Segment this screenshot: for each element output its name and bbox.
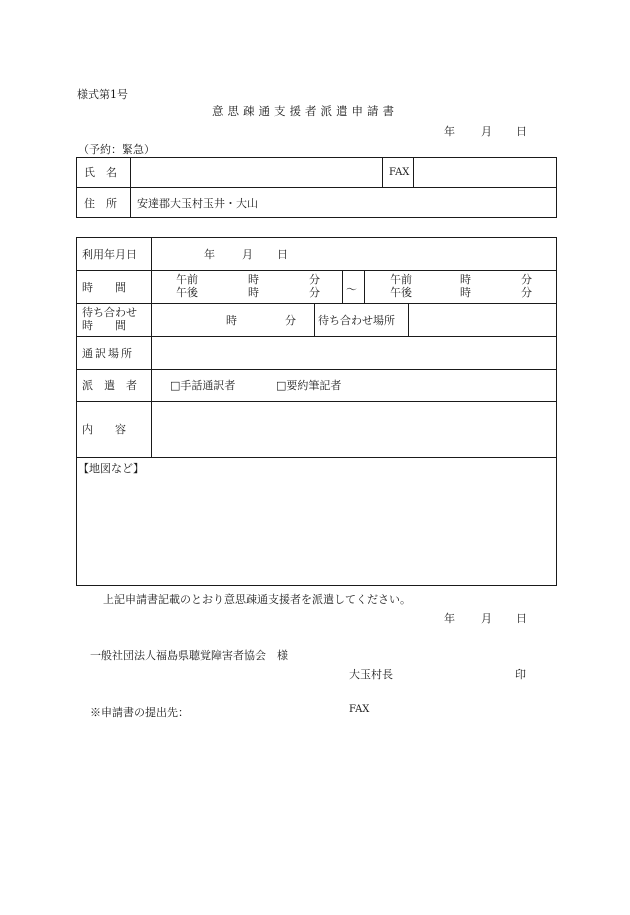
reservation-type-note: （予約：緊急） bbox=[78, 143, 155, 156]
option-summary-writer[interactable]: □要約筆記者 bbox=[276, 379, 342, 392]
dispatch-label: 派 遣 者 bbox=[82, 379, 137, 392]
content-field[interactable] bbox=[155, 403, 553, 455]
header-month: 月 bbox=[481, 125, 492, 138]
fax-field[interactable] bbox=[416, 159, 554, 185]
request-text: 上記申請書記載のとおり意思疎通支援者を派遣してください。 bbox=[103, 593, 411, 606]
date-year: 年 bbox=[204, 247, 215, 261]
date-day: 日 bbox=[277, 247, 288, 261]
meeting-place-label: 待ち合わせ場所 bbox=[318, 313, 395, 327]
form-title: 意思疎通支援者派遣申請書 bbox=[212, 104, 398, 118]
mayor: 大玉村長 bbox=[349, 668, 393, 681]
venue-field[interactable] bbox=[155, 338, 553, 367]
content-label: 内 容 bbox=[82, 423, 126, 436]
start-am-pm: 午前 午後 bbox=[176, 273, 198, 299]
header-year: 年 bbox=[444, 125, 455, 138]
form-number: 様式第1号 bbox=[77, 88, 128, 101]
time-label: 時 間 bbox=[82, 280, 126, 294]
footer-year: 年 bbox=[444, 612, 455, 625]
end-hour: 時 時 bbox=[460, 273, 471, 299]
address-value: 安達郡大玉村玉井・大山 bbox=[137, 196, 258, 210]
address-label: 住 所 bbox=[84, 196, 117, 210]
date-label: 利用年月日 bbox=[82, 247, 137, 261]
map-label: 【地図など】 bbox=[78, 462, 144, 475]
meeting-time-label: 待ち合わせ 時 間 bbox=[82, 306, 137, 332]
meeting-hour: 時 bbox=[226, 313, 237, 327]
end-minute: 分 分 bbox=[521, 273, 532, 299]
venue-label: 通訳場所 bbox=[82, 346, 134, 360]
meeting-place-field[interactable] bbox=[412, 305, 554, 334]
submission-label: ※申請書の提出先： bbox=[90, 706, 189, 719]
end-am-pm: 午前 午後 bbox=[390, 273, 412, 299]
footer-month: 月 bbox=[481, 612, 492, 625]
recipient: 一般社団法人福島県聴覚障害者協会 様 bbox=[90, 649, 288, 662]
fax-label: FAX bbox=[389, 166, 410, 178]
submission-fax: FAX bbox=[349, 704, 370, 715]
footer-day: 日 bbox=[516, 612, 527, 625]
name-label: 氏 名 bbox=[84, 166, 117, 179]
option-sign-language-interpreter[interactable]: □手話通訳者 bbox=[170, 379, 236, 392]
meeting-minute: 分 bbox=[285, 313, 296, 327]
seal-mark: 印 bbox=[515, 668, 526, 681]
map-area[interactable] bbox=[80, 476, 553, 582]
date-month: 月 bbox=[242, 247, 253, 261]
start-minute: 分 分 bbox=[309, 273, 320, 299]
time-range-tilde: ～ bbox=[346, 282, 357, 296]
start-hour: 時 時 bbox=[248, 273, 259, 299]
header-day: 日 bbox=[516, 125, 527, 138]
name-field[interactable] bbox=[135, 159, 379, 185]
